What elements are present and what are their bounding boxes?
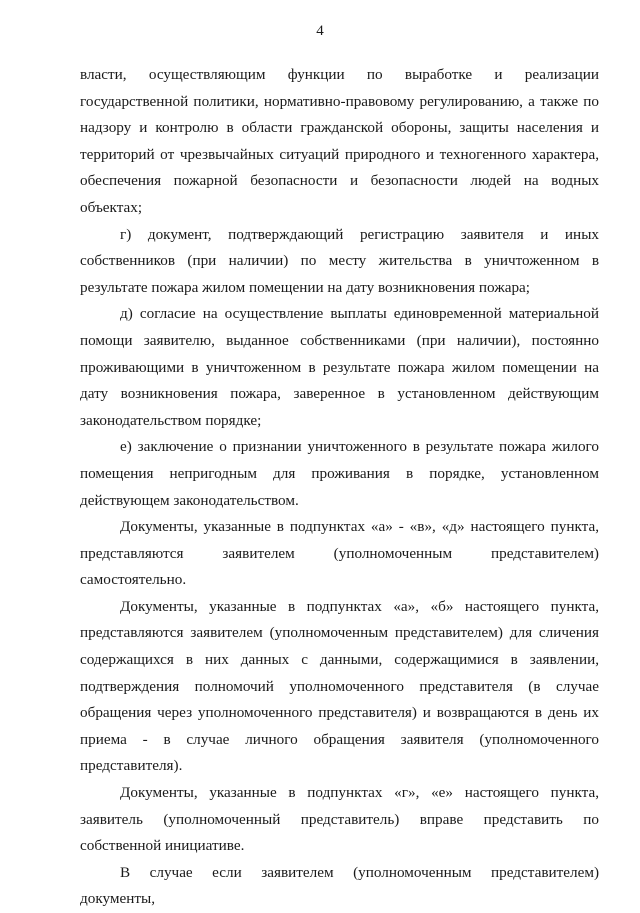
paragraph-item-g: г) документ, подтверждающий регистрацию заявителя и иных собственников (при наличии) по месту жительства в уничтоженном в результате пожара жилом помещении на дату возникновения пожара;: [80, 225, 599, 296]
paragraph-item-e: е) заключение о признании уничтоженного в результате пожара жилого помещения непригодным для проживания в порядке, установленном действующем законодательством.: [80, 438, 599, 509]
paragraph-item-d: д) согласие на осуществление выплаты единовременной материальной помощи заявителю, выданное собственниками (при наличии), постоянно проживающими в уничтоженном в результате пожара жилом помещении на дату возникновения пожара, заверенное в установленном действующим законодательством порядке;: [80, 305, 599, 429]
paragraph-documents-verification: Документы, указанные в подпунктах «а», «б» настоящего пункта, представляются заявителем (уполномоченным представителем) для сличения содержащихся в них данных с данными, содержащимися в заявлении, подтверждения полномочий уполномоченного представителя (в случае обращения через уполномоченного представителя) и возвращаются в день их приема - в случае личного обращения заявителя (уполномоченного представителя).: [80, 597, 599, 775]
paragraph-documents-own-initiative: Документы, указанные в подпунктах «г», «е» настоящего пункта, заявитель (уполномоченный представитель) вправе представить по собственной инициативе.: [80, 784, 599, 855]
paragraph-in-case: В случае если заявителем (уполномоченным представителем) документы,: [80, 863, 599, 908]
paragraph-documents-self-submitted: Документы, указанные в подпунктах «а» - «в», «д» настоящего пункта, представляются заявителем (уполномоченным представителем) самостоятельно.: [80, 518, 599, 589]
document-body: [80, 62, 599, 913]
page-number: 4: [316, 23, 324, 39]
paragraph-continuation: власти, осуществляющим функции по выработке и реализации государственной политики, нормативно-правовому регулированию, а также по надзору и контролю в области гражданской обороны, защиты населения и территорий от чрезвычайных ситуаций природного и техногенного характера, обеспечения пожарной безопасности и безопасности людей на водных объектах;: [80, 66, 599, 216]
